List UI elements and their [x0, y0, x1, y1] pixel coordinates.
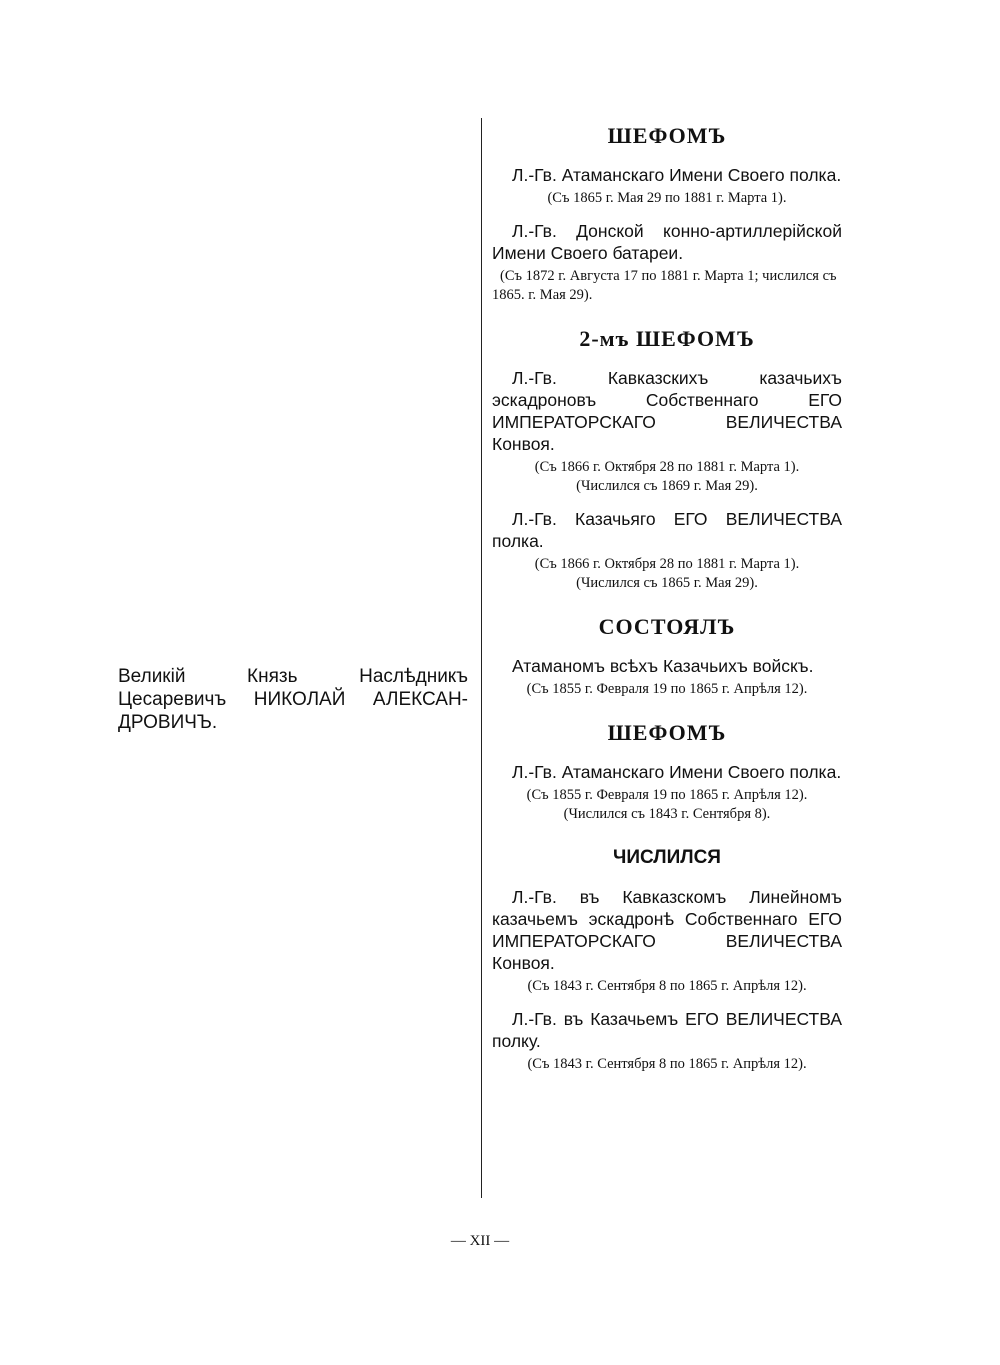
entry	[492, 886, 842, 996]
section-heading: ШЕФОМЪ	[607, 123, 727, 148]
section-second-shefom	[492, 325, 842, 593]
entry	[492, 655, 842, 699]
entry-date: (Съ 1855 г. Февраля 19 по 1865 г. Апрѣля 12).	[526, 681, 808, 697]
entry-text: Л.-Гв. Кавказскихъ казачьихъ эскадроновъ Собственнаго ЕГО ИМПЕРАТОРСКАГО ВЕЛИЧЕСТВА Конвоя.	[492, 368, 842, 454]
service-record-column	[492, 122, 842, 1094]
page-number: — XII —	[450, 1233, 510, 1249]
person-name: Великій Князь Наслѣдникъ Цесаревичъ НИКОЛАЙ АЛЕКСАН-ДРОВИЧЪ.	[118, 666, 468, 733]
entry-date: (Съ 1843 г. Сентября 8 по 1865 г. Апрѣля 12).	[527, 1056, 807, 1072]
entry-date: (Съ 1866 г. Октября 28 по 1881 г. Марта 1).	[534, 556, 800, 572]
entry-date: (Числился съ 1869 г. Мая 29).	[576, 478, 758, 494]
entry	[492, 220, 842, 305]
entry-text: Л.-Гв. Атаманскаго Имени Своего полка.	[512, 762, 842, 782]
section-sostoyal	[492, 613, 842, 699]
section-shefom-2	[492, 719, 842, 824]
entry-text: Л.-Гв. въ Кавказскомъ Линейномъ казачьемъ эскадронѣ Собственнаго ЕГО ИМПЕРАТОРСКАГО ВЕЛИЧЕСТВА Конвоя.	[492, 887, 842, 973]
section-heading: СОСТОЯЛЪ	[598, 614, 736, 639]
entry-date: (Съ 1843 г. Сентября 8 по 1865 г. Апрѣля 12).	[527, 978, 807, 994]
entry-text: Л.-Гв. Атаманскаго Имени Своего полка.	[512, 165, 842, 185]
entry-date: (Съ 1872 г. Августа 17 по 1881 г. Марта 1; числился съ 1865. г. Мая 29).	[492, 268, 837, 303]
section-heading: ШЕФОМЪ	[607, 720, 727, 745]
entry-date: (Съ 1866 г. Октября 28 по 1881 г. Марта 1).	[534, 459, 800, 475]
column-divider	[481, 118, 482, 1198]
entry-date: (Числился съ 1865 г. Мая 29).	[576, 575, 758, 591]
entry	[492, 508, 842, 593]
entry	[492, 1008, 842, 1074]
entry-text: Атаманомъ всѣхъ Казачьихъ войскъ.	[512, 656, 814, 676]
entry	[492, 367, 842, 496]
section-heading: 2-мъ ШЕФОМЪ	[579, 326, 755, 351]
entry-date: (Съ 1855 г. Февраля 19 по 1865 г. Апрѣля 12).	[526, 787, 808, 803]
entry-text: Л.-Гв. Донской конно-артиллерійской Имени Своего батареи.	[492, 221, 842, 263]
entry-date: (Съ 1865 г. Мая 29 по 1881 г. Марта 1).	[547, 190, 787, 206]
entry-text: Л.-Гв. въ Казачьемъ ЕГО ВЕЛИЧЕСТВА полку.	[492, 1009, 842, 1051]
entry-date: (Числился съ 1843 г. Сентября 8).	[563, 806, 771, 822]
entry	[492, 761, 842, 824]
section-chislilsya	[492, 844, 842, 1074]
section-shefom-1	[492, 122, 842, 305]
section-heading: ЧИСЛИЛСЯ	[613, 847, 721, 868]
entry-text: Л.-Гв. Казачьяго ЕГО ВЕЛИЧЕСТВА полка.	[492, 509, 842, 551]
entry	[492, 164, 842, 208]
